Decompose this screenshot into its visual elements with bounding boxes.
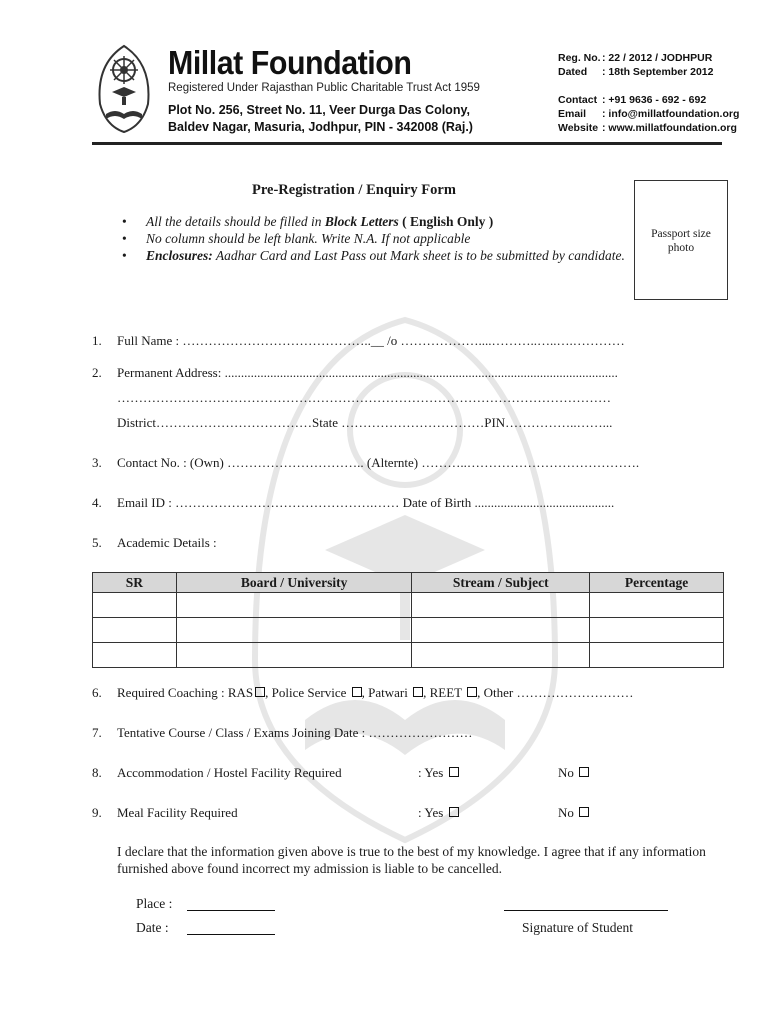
declaration-text: I declare that the information given above is true to the best of my knowledge. I agree that if any information furnished above found incorrect my admission is liable to be cancelled. xyxy=(117,844,706,876)
passport-photo-box[interactable] xyxy=(634,180,728,300)
website-value: : www.millatfoundation.org xyxy=(602,122,737,134)
reet-label: , REET xyxy=(423,685,466,700)
reg-no-label: Reg. No. xyxy=(558,52,601,64)
contact xyxy=(558,94,706,106)
reet-checkbox[interactable] xyxy=(467,687,477,697)
instruction-emphasis: Enclosures: xyxy=(146,248,213,263)
field-number: 2. xyxy=(92,365,102,380)
email-value: : info@millatfoundation.org xyxy=(602,108,740,120)
police-service-label: , Police Service xyxy=(265,685,350,700)
signature-line[interactable] xyxy=(504,910,668,911)
col-percentage: Percentage xyxy=(590,573,724,593)
photo-label-line2: photo xyxy=(667,242,695,254)
instruction-item xyxy=(122,230,637,247)
contact-label: Contact xyxy=(558,94,598,106)
meal-yes-checkbox[interactable] xyxy=(449,807,459,817)
academic-details-label: Academic Details : xyxy=(117,535,217,550)
coaching-label: Required Coaching : RAS xyxy=(117,685,254,700)
address-line-2[interactable]: …………………………………………………………………………………………………… xyxy=(117,390,611,405)
place-label: Place : xyxy=(136,896,173,911)
meal-no-checkbox[interactable] xyxy=(579,807,589,817)
instruction-text: No column should be left blank. Write N.A. If not applicable xyxy=(146,231,471,246)
org-registration-subtitle: Registered Under Rajasthan Public Charitable Trust Act 1959 xyxy=(168,82,480,94)
table-header-row xyxy=(93,573,724,593)
district-state-pin-field[interactable]: District………………………………State ……………………………PIN……………..……... xyxy=(117,415,613,430)
instruction-item xyxy=(122,247,637,264)
table-cell[interactable] xyxy=(176,593,412,618)
table-cell[interactable] xyxy=(412,643,590,668)
meal-yes-option xyxy=(418,805,459,821)
table-cell[interactable] xyxy=(93,593,177,618)
table-row xyxy=(93,643,724,668)
ras-checkbox[interactable] xyxy=(255,687,265,697)
table-cell[interactable] xyxy=(93,643,177,668)
org-address-line2: Baldev Nagar, Masuria, Jodhpur, PIN - 342008 (Raj.) xyxy=(168,120,473,134)
field-number: 1. xyxy=(92,333,102,348)
website xyxy=(558,122,737,134)
table-cell[interactable] xyxy=(590,618,724,643)
yes-label: : Yes xyxy=(418,765,447,780)
no-label: No xyxy=(558,805,578,820)
instruction-item xyxy=(122,213,637,230)
org-address-line1: Plot No. 256, Street No. 11, Veer Durga Das Colony, xyxy=(168,103,470,117)
col-sr: SR xyxy=(93,573,177,593)
table-cell[interactable] xyxy=(93,618,177,643)
table-row xyxy=(93,618,724,643)
accommodation-yes-option xyxy=(418,765,459,781)
field-number: 9. xyxy=(92,805,102,820)
accommodation-label: Accommodation / Hostel Facility Required xyxy=(117,765,342,780)
header-divider xyxy=(92,142,722,145)
field-number: 4. xyxy=(92,495,102,510)
academic-details-table xyxy=(92,572,724,668)
full-name-label: Full Name : ……………………………………..__ /o ………………....………..…..….………… xyxy=(117,333,625,348)
joining-date-field[interactable] xyxy=(92,725,472,741)
email xyxy=(558,108,739,120)
place-input-line[interactable] xyxy=(187,910,275,911)
field-number: 3. xyxy=(92,455,102,470)
field-number: 7. xyxy=(92,725,102,740)
col-board-university: Board / University xyxy=(176,573,412,593)
patwari-label: , Patwari xyxy=(361,685,412,700)
instruction-emphasis: Block Letters xyxy=(324,214,399,229)
full-name-field[interactable] xyxy=(92,333,625,349)
foundation-logo-icon xyxy=(92,42,156,136)
permanent-address-field[interactable] xyxy=(92,365,618,381)
instruction-text: Aadhar Card and Last Pass out Mark sheet is to be submitted by candidate. xyxy=(212,248,625,263)
police-service-checkbox[interactable] xyxy=(352,687,362,697)
academic-details-heading xyxy=(92,535,217,551)
signature-label: Signature of Student xyxy=(522,920,633,935)
col-stream-subject: Stream / Subject xyxy=(412,573,590,593)
accommodation-yes-checkbox[interactable] xyxy=(449,767,459,777)
required-coaching-field xyxy=(92,685,633,701)
no-label: No xyxy=(558,765,578,780)
other-coaching-label[interactable]: , Other ……………………… xyxy=(477,685,634,700)
dated-value: : 18th September 2012 xyxy=(602,66,714,78)
contact-no-field[interactable] xyxy=(92,455,639,471)
field-number: 6. xyxy=(92,685,102,700)
email-dob-label: Email ID : ……………………………………….…… Date of Birth ........................................... xyxy=(117,495,615,510)
patwari-checkbox[interactable] xyxy=(413,687,423,697)
email-dob-field[interactable] xyxy=(92,495,614,511)
yes-label: : Yes xyxy=(418,805,447,820)
permanent-address-label: Permanent Address: ......................................................................................................................... xyxy=(117,365,618,380)
contact-value: : +91 9636 - 692 - 692 xyxy=(602,94,707,106)
dated xyxy=(558,66,713,78)
date-input-line[interactable] xyxy=(187,934,275,935)
table-cell[interactable] xyxy=(590,643,724,668)
accommodation-field xyxy=(92,765,342,781)
field-number: 8. xyxy=(92,765,102,780)
form-title: Pre-Registration / Enquiry Form xyxy=(252,182,456,198)
reg-no-value: : 22 / 2012 / JODHPUR xyxy=(602,52,713,64)
field-number: 5. xyxy=(92,535,102,550)
meal-facility-field xyxy=(92,805,238,821)
dated-label: Dated xyxy=(558,66,588,78)
website-label: Website xyxy=(558,122,599,134)
meal-facility-label: Meal Facility Required xyxy=(117,805,238,820)
meal-no-option xyxy=(558,805,589,821)
table-cell[interactable] xyxy=(176,643,412,668)
table-cell[interactable] xyxy=(412,618,590,643)
table-row xyxy=(93,593,724,618)
table-cell[interactable] xyxy=(590,593,724,618)
photo-label-line1: Passport size xyxy=(651,228,711,240)
org-name: Millat Foundation xyxy=(168,44,412,81)
instruction-emphasis: ( English Only ) xyxy=(398,214,494,229)
joining-date-label: Tentative Course / Class / Exams Joining Date : …………………… xyxy=(117,725,473,740)
table-cell[interactable] xyxy=(176,618,412,643)
accommodation-no-option xyxy=(558,765,589,781)
instruction-text: All the details should be filled in xyxy=(146,214,325,229)
table-cell[interactable] xyxy=(412,593,590,618)
reg-no xyxy=(558,52,712,64)
contact-no-label: Contact No. : (Own) ………………………….. (Alternte) ………..…………………………………. xyxy=(117,455,640,470)
date-label: Date : xyxy=(136,920,169,935)
accommodation-no-checkbox[interactable] xyxy=(579,767,589,777)
instructions-list xyxy=(122,213,637,264)
email-label: Email xyxy=(558,108,587,120)
